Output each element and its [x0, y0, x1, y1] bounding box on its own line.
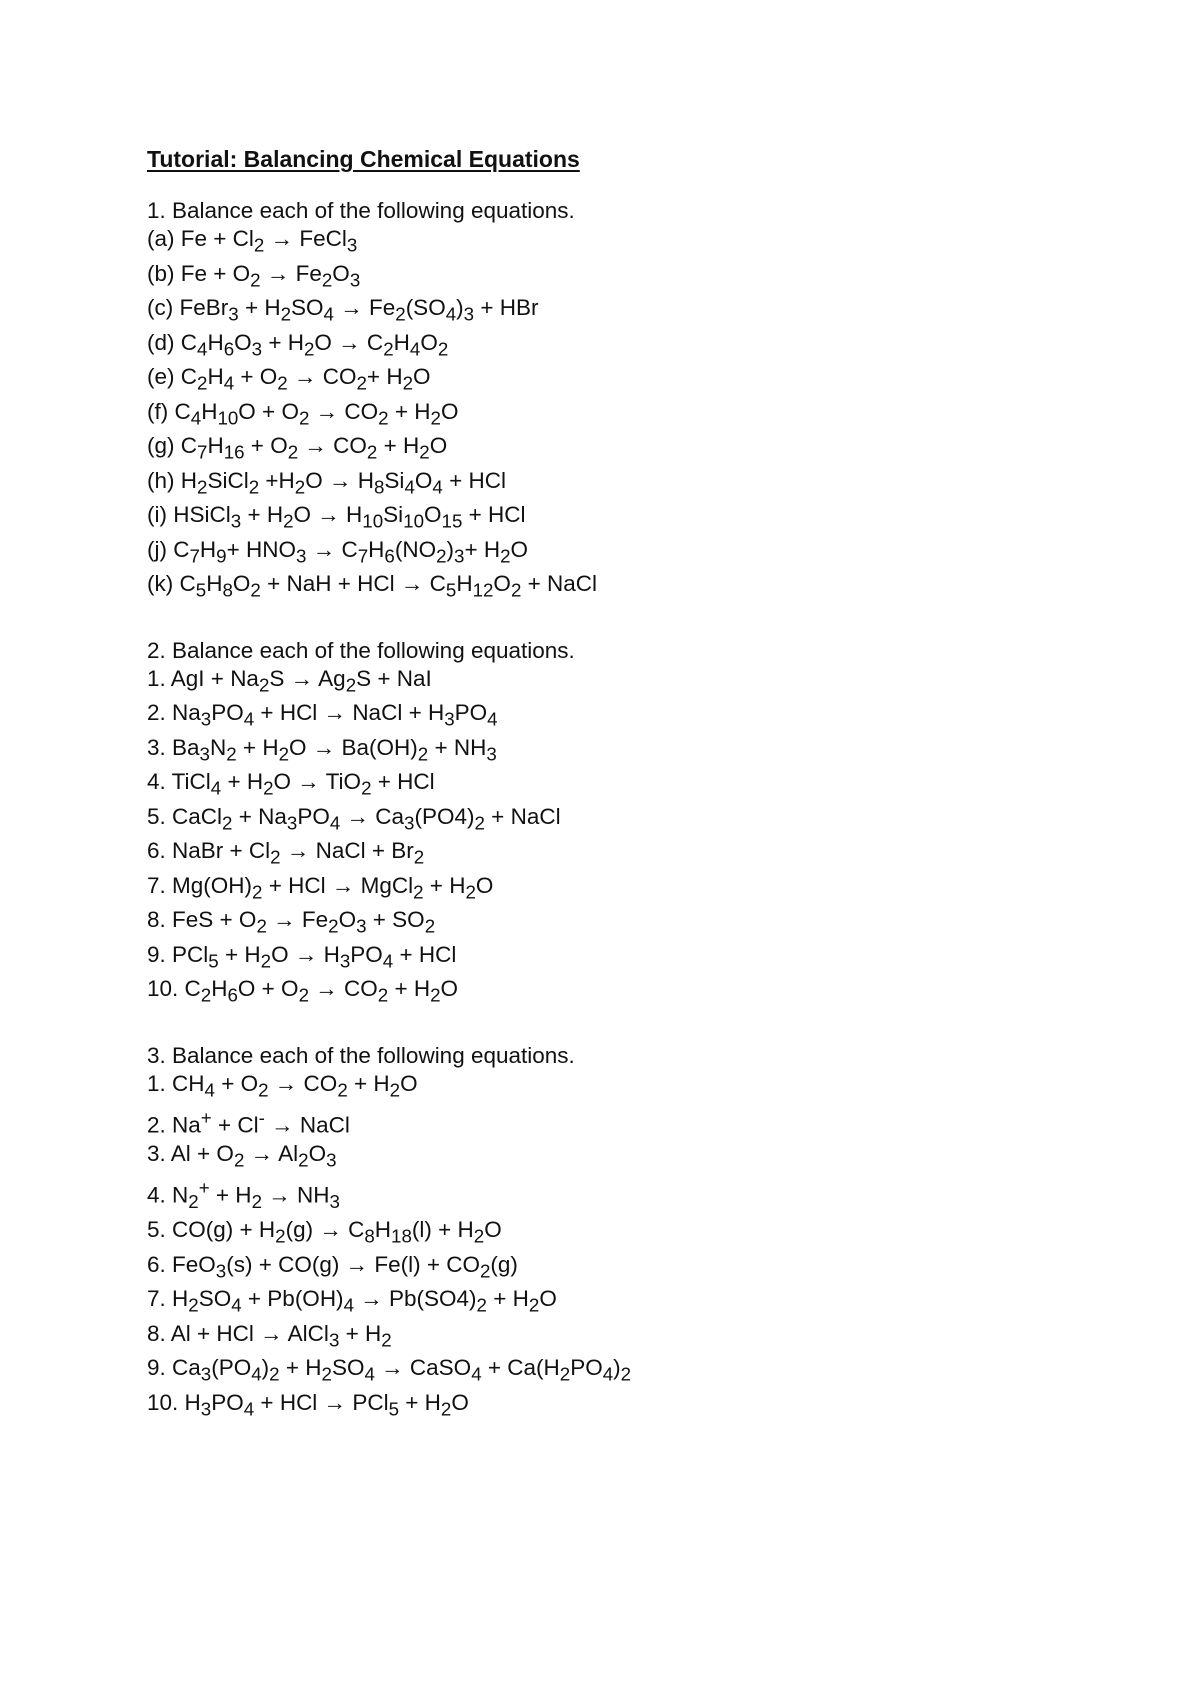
- equation-item: (b) $Fe + O_2 \to Fe_2O_3$: [147, 260, 361, 290]
- equation-item: 1. $CH_4 + O_2 \to CO_2 + H_2O$: [147, 1070, 418, 1100]
- worksheet-content: [147, 141, 1107, 1423]
- equation-item: 9. $PCl_5 + H_2O \to H_3PO_4$ + HCl: [147, 941, 457, 971]
- equation-item: (j) $C_7H_9+ HNO_3 \to C_7H_6(NO_2)_3+ H_2O$: [147, 536, 529, 566]
- equation-item: (e) $C_2H_4 + O_2 \to CO_2+ H_2O$: [147, 364, 431, 394]
- equation-item: (c) FeBr$_3$ + $H_2SO_4 \to Fe_2(SO_4)_3$ + HBr: [147, 295, 539, 325]
- equation-item: 1. AgI + $Na_2S \to Ag_2S$ + NaI: [147, 665, 432, 695]
- equation-item: 8. FeS + $O_2 \to Fe_2O_3 + SO_2$: [147, 907, 436, 937]
- section-2: [147, 637, 1107, 1010]
- equation-item: (f) $C_4H_{10}O + O_2 \to CO_2 + H_2O$: [147, 398, 459, 428]
- equation-item: (i) HSiCl$_3$ + $H_2O \to H_{10}Si_{10}O_{15}$ + HCl: [147, 502, 526, 532]
- equation-item: 4. $N_2^+ + H_2 \to NH_3$: [147, 1177, 340, 1212]
- section-1: [147, 197, 1107, 605]
- equation-item: 2. $Na_3PO_4$ + HCl → NaCl + $H_3PO_4$: [147, 700, 498, 730]
- equation-item: 10. $C_2H_6O + O_2 \to CO_2 + H_2O$: [147, 976, 459, 1006]
- equation-item: (g) $C_7H_{16} + O_2 \to CO_2 + H_2O$: [147, 433, 448, 463]
- equation-item: 7. $H_2SO_4 + Pb(OH)_4 \to Pb(SO4)_2 + H_2O$: [147, 1286, 557, 1316]
- section-3: [147, 1042, 1107, 1424]
- worksheet-title: Tutorial: Balancing Chemical Equations: [147, 146, 580, 172]
- equation-list: [147, 665, 1107, 1010]
- equation-item: 6. $FeO_3(s) + CO(g) \to Fe(l) + CO_2(g)$: [147, 1251, 518, 1281]
- equation-item: 6. NaBr + $Cl_2$ → NaCl + $Br_2$: [147, 838, 425, 868]
- equation-item: (h) $H_2SiCl_2 +H_2O \to H_8Si_4O_4$ + HCl: [147, 467, 506, 497]
- equation-item: (d) $C_4H_6O_3 + H_2O \to C_2H_4O_2$: [147, 329, 449, 359]
- equation-list: [147, 1070, 1107, 1424]
- equation-item: 10. $H_3PO_4$ + HCl → $PCl_5 + H_2O$: [147, 1389, 469, 1419]
- section-instruction: 2. Balance each of the following equations.: [147, 637, 575, 663]
- equation-item: (a) $Fe + Cl_2$ → FeCl$_3$: [147, 226, 358, 256]
- section-instruction: 3. Balance each of the following equations.: [147, 1042, 575, 1068]
- equation-item: 3. $Al + O_2 \to Al_2O_3$: [147, 1140, 337, 1170]
- equation-item: 3. $Ba_3N_2 + H_2O \to Ba(OH)_2 + NH_3$: [147, 734, 497, 764]
- equation-item: 7. $Mg(OH)_2$ + HCl → MgCl$_2$ + $H_2O$: [147, 872, 494, 902]
- equation-item: (k) $C_5H_8O_2$ + NaH + HCl → $C_5H_{12}O_2$ + NaCl: [147, 571, 598, 601]
- equation-item: 2. Na+ + Cl- → NaCl: [147, 1107, 350, 1138]
- equation-item: 4. TiCl$_4$ + $H_2O \to TiO_2$ + HCl: [147, 769, 435, 799]
- section-instruction: 1. Balance each of the following equations.: [147, 198, 575, 223]
- equation-item: 8. Al + HCl → AlCl$_3$ + $H_2$: [147, 1320, 392, 1350]
- equation-list: [147, 225, 1107, 605]
- equation-item: 5. $CO(g) + H_2(g) \to C_8H_{18}(l) + H_2O$: [147, 1217, 502, 1247]
- equation-item: 5. CaCl$_2$ + $Na_3PO_4 \to Ca_3(PO4)_2$ + NaCl: [147, 803, 561, 833]
- equation-item: 9. $Ca_3(PO_4)_2 + H_2SO_4$ → CaSO$_4$ + $Ca(H_2PO_4)_2$: [147, 1355, 632, 1385]
